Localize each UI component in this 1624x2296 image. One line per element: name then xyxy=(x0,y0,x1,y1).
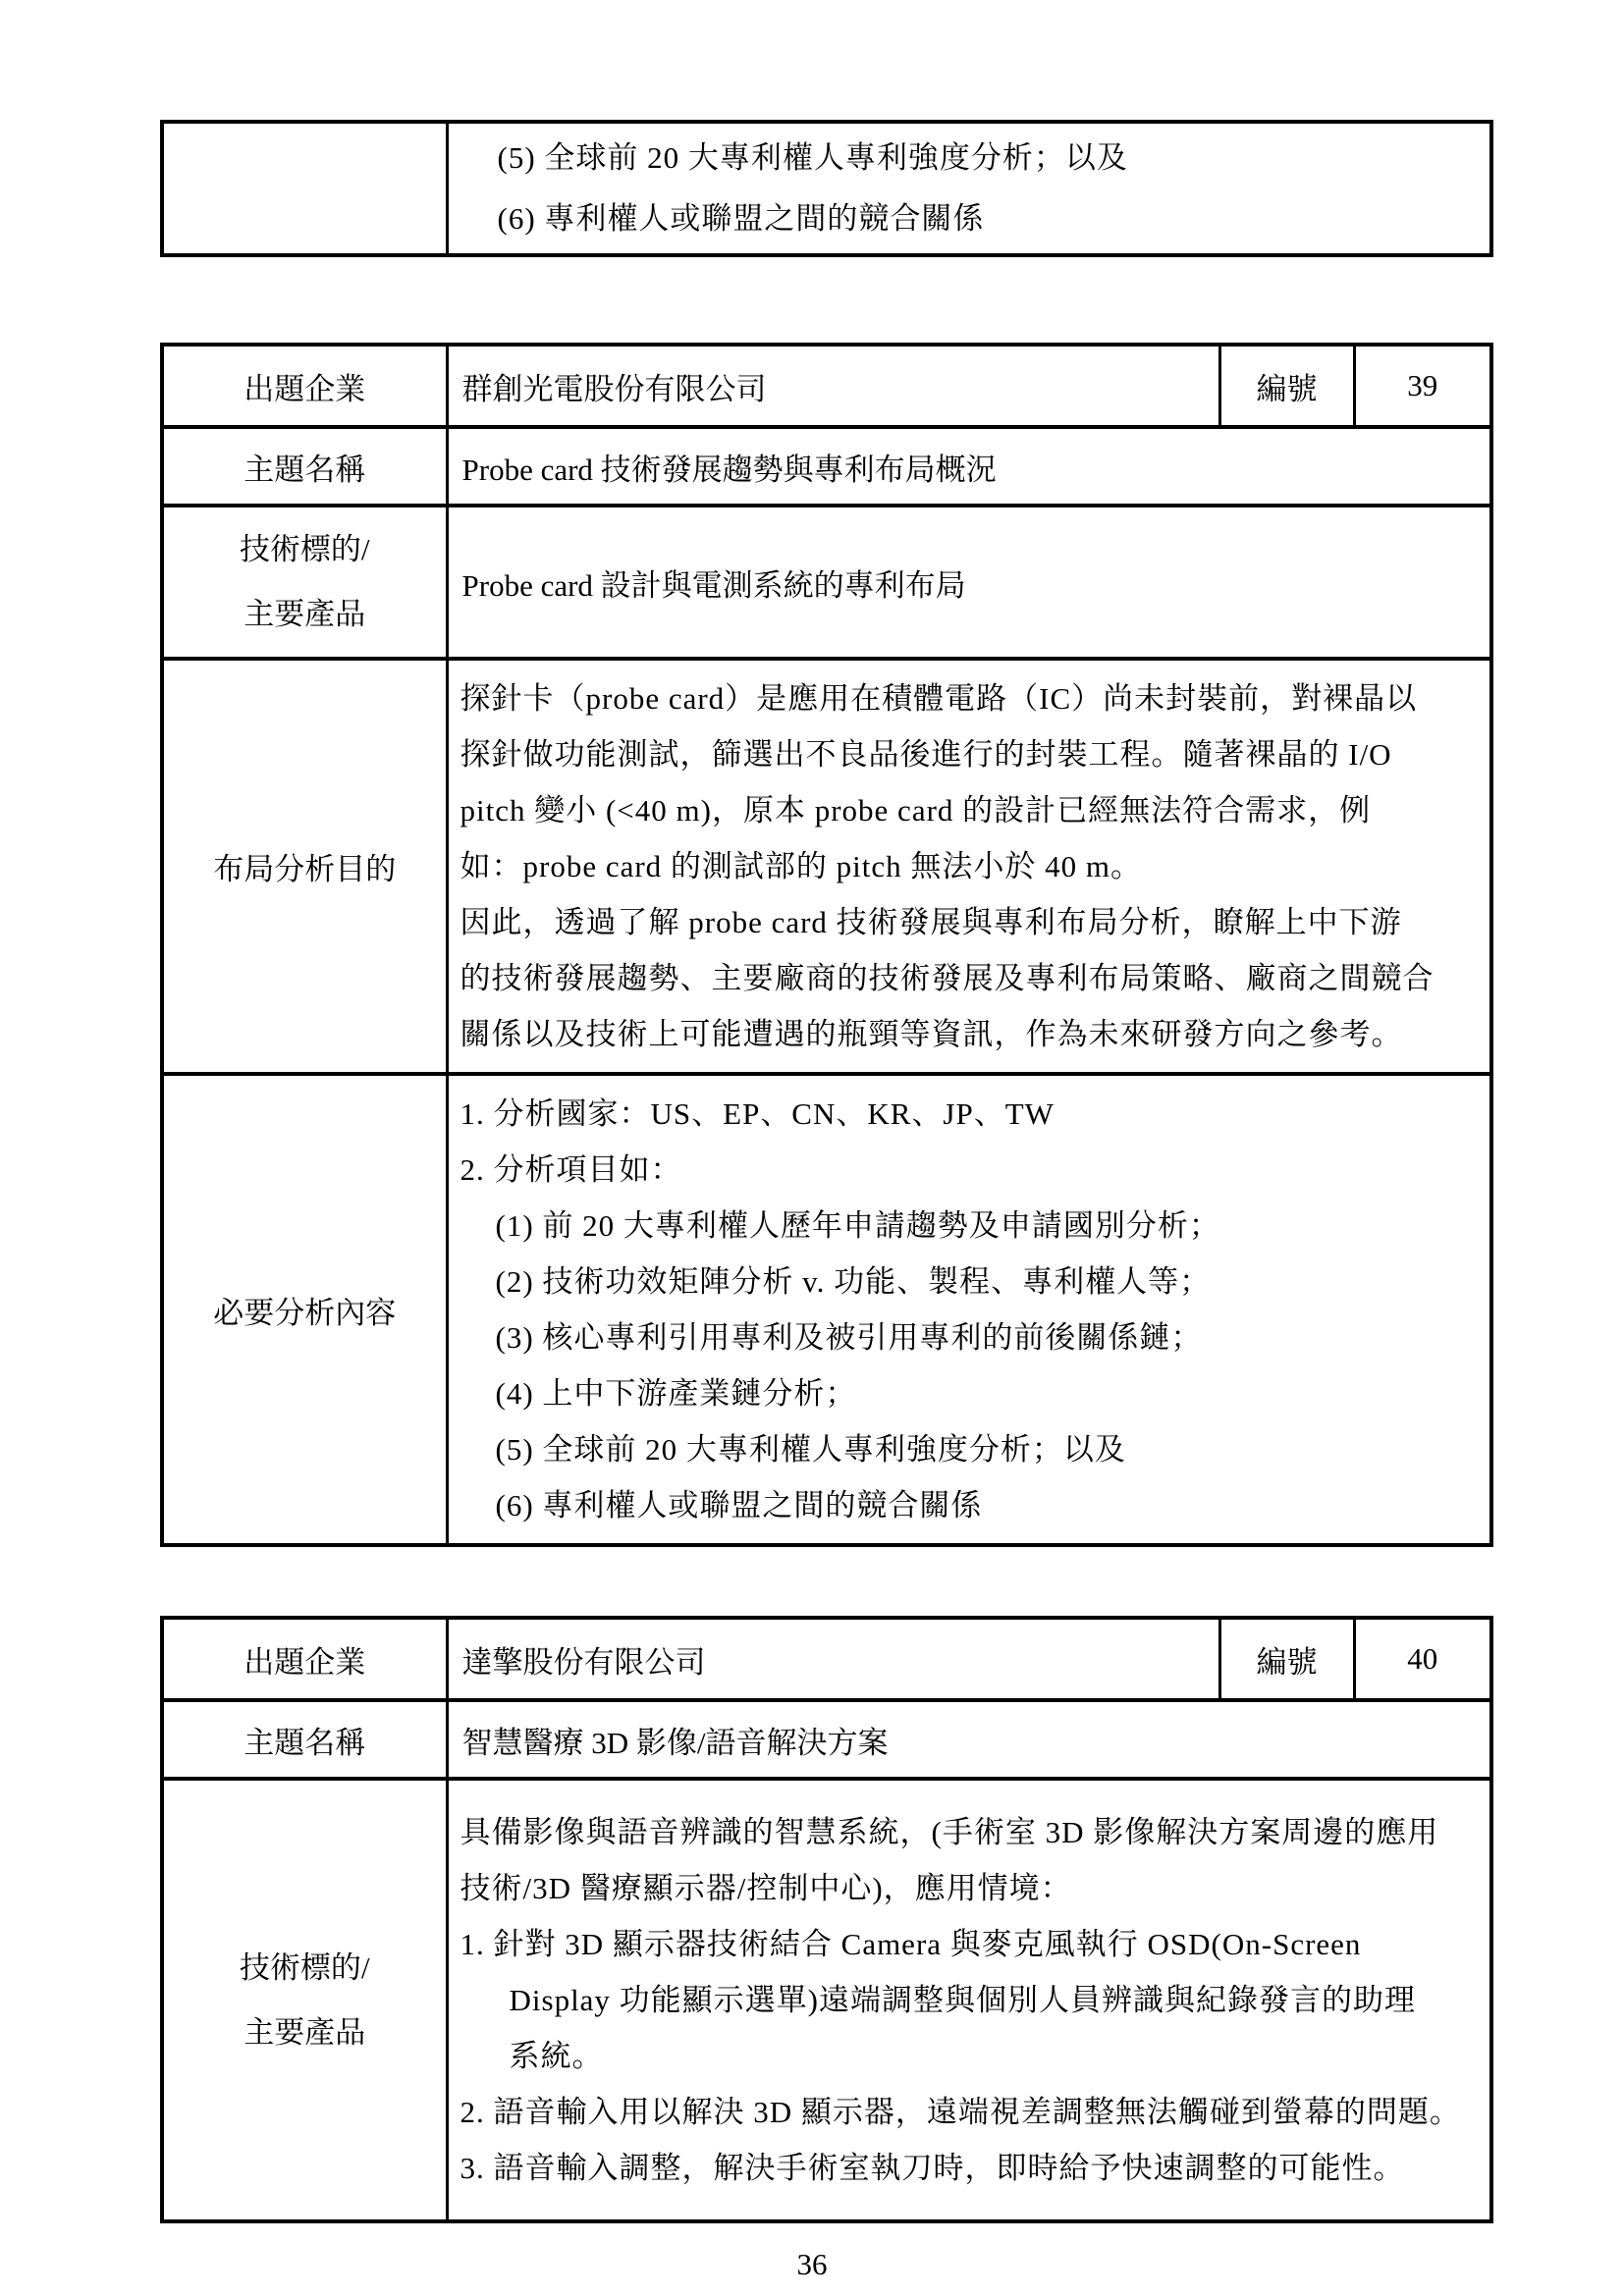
text-line: 探針做功能測試，篩選出不良品後進行的封裝工程。隨著裸晶的 I/O xyxy=(460,737,1392,772)
topic-label: 主題名稱 xyxy=(162,427,447,506)
continuation-table xyxy=(160,120,1493,257)
topic-row xyxy=(162,427,1491,506)
number-value: 39 xyxy=(1354,345,1491,427)
target-cell xyxy=(447,1779,1491,2221)
analysis-label: 必要分析內容 xyxy=(162,1074,447,1545)
text-line: 的技術發展趨勢、主要廠商的技術發展及專利布局策略、廠商之間競合 xyxy=(460,961,1435,995)
purpose-cell xyxy=(447,659,1491,1074)
text-line: 具備影像與語音辨識的智慧系統，(手術室 3D 影像解決方案周邊的應用 xyxy=(460,1815,1439,1849)
text-line: (3) 核心專利引用專利及被引用專利的前後關係鏈； xyxy=(495,1320,1203,1355)
number-label: 編號 xyxy=(1219,1618,1354,1700)
analysis-row xyxy=(162,1074,1491,1545)
topic-row xyxy=(162,1700,1491,1779)
target-label-line: 主要產品 xyxy=(244,597,366,631)
text-line: 系統。 xyxy=(509,2039,604,2073)
target-label-line: 主要產品 xyxy=(244,2014,366,2050)
topic-label: 主題名稱 xyxy=(162,1700,447,1779)
company-value: 群創光電股份有限公司 xyxy=(447,345,1219,427)
company-row xyxy=(162,1618,1491,1700)
topic-value: Probe card 技術發展趨勢與專利布局概況 xyxy=(447,427,1491,506)
text-line: 如：probe card 的測試部的 pitch 無法小於 40 m。 xyxy=(460,849,1143,883)
text-line: 1. 分析國家：US、EP、CN、KR、JP、TW xyxy=(460,1096,1055,1131)
table-row xyxy=(162,122,1491,255)
text-line: 2. 語音輸入用以解決 3D 顯示器，遠端視差調整無法觸碰到螢幕的問題。 xyxy=(460,2095,1461,2129)
text-line: (1) 前 20 大專利權人歷年申請趨勢及申請國別分析； xyxy=(495,1208,1220,1243)
company-row xyxy=(162,345,1491,427)
page-number: 36 xyxy=(796,2247,828,2281)
table-39 xyxy=(160,343,1493,1547)
text-line: 探針卡（probe card）是應用在積體電路（IC）尚未封裝前，對裸晶以 xyxy=(460,681,1418,716)
target-label-line: 技術標的/ xyxy=(239,1949,370,1985)
text-line: 技術/3D 醫療顯示器/控制中心)，應用情境： xyxy=(460,1871,1072,1905)
text-line: 因此，透過了解 probe card 技術發展與專利布局分析，瞭解上中下游 xyxy=(460,905,1402,939)
target-label-line: 技術標的/ xyxy=(239,532,370,566)
text-line: 1. 針對 3D 顯示器技術結合 Camera 與麥克風執行 OSD(On-Screen xyxy=(460,1927,1362,1961)
number-label: 編號 xyxy=(1219,345,1354,427)
table-40 xyxy=(160,1616,1493,2223)
text-line: 3. 語音輸入調整，解決手術室執刀時，即時給予快速調整的可能性。 xyxy=(460,2151,1405,2185)
target-row xyxy=(162,1779,1491,2221)
target-value: Probe card 設計與電測系統的專利布局 xyxy=(447,506,1491,659)
text-line: (6) 專利權人或聯盟之間的競合關係 xyxy=(497,201,985,236)
text-line: 2. 分析項目如： xyxy=(460,1152,682,1187)
number-value: 40 xyxy=(1354,1618,1491,1700)
text-line: 關係以及技術上可能遭遇的瓶頸等資訊，作為未來研發方向之參考。 xyxy=(460,1017,1403,1051)
topic-value: 智慧醫療 3D 影像/語音解決方案 xyxy=(447,1700,1491,1779)
text-line: pitch 變小 (<40 m)，原本 probe card 的設計已經無法符合需求，例 xyxy=(460,793,1372,828)
continuation-content-cell xyxy=(447,122,1491,255)
target-label xyxy=(162,506,447,659)
analysis-cell xyxy=(447,1074,1491,1545)
text-line: (2) 技術功效矩陣分析 v. 功能、製程、專利權人等； xyxy=(495,1264,1212,1299)
purpose-label: 布局分析目的 xyxy=(162,659,447,1074)
text-line: (6) 專利權人或聯盟之間的競合關係 xyxy=(495,1488,983,1522)
company-value: 達擎股份有限公司 xyxy=(447,1618,1219,1700)
company-label: 出題企業 xyxy=(162,1618,447,1700)
purpose-row xyxy=(162,659,1491,1074)
text-line: Display 功能顯示選單)遠端調整與個別人員辨識與紀錄發言的助理 xyxy=(509,1983,1417,2017)
text-line: (4) 上中下游產業鏈分析； xyxy=(495,1376,857,1411)
text-line: (5) 全球前 20 大專利權人專利強度分析；以及 xyxy=(497,140,1128,175)
text-line: (5) 全球前 20 大專利權人專利強度分析；以及 xyxy=(495,1432,1126,1467)
company-label: 出題企業 xyxy=(162,345,447,427)
target-label xyxy=(162,1779,447,2221)
target-row xyxy=(162,506,1491,659)
empty-label-cell xyxy=(162,122,447,255)
